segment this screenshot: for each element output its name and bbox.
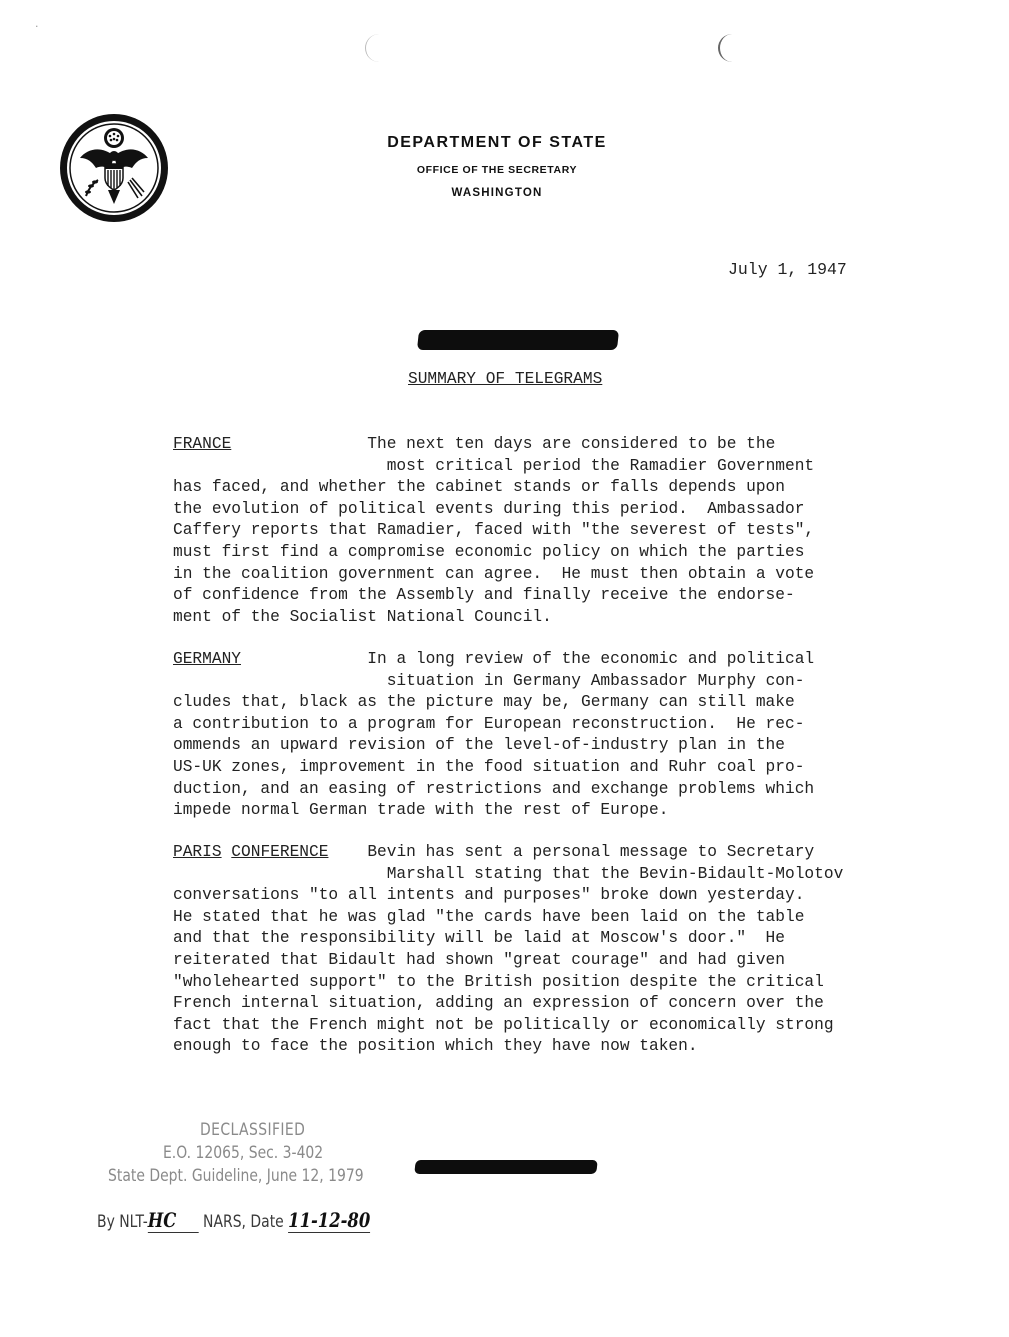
document-heading: SUMMARY OF TELEGRAMS (408, 370, 603, 388)
section-france (173, 434, 814, 628)
section-line: of confidence from the Assembly and finally receive the endorse- (173, 586, 795, 605)
section-line: French internal situation, adding an expression of concern over the (173, 994, 824, 1013)
section-line: in the coalition government can agree. He must then obtain a vote (173, 564, 815, 583)
margin-mark: · (35, 20, 39, 33)
by-prefix: By NLT- (97, 1212, 148, 1232)
city-name: WASHINGTON (451, 187, 543, 199)
section-line: "wholehearted support" to the British position despite the critical (173, 972, 824, 991)
declassified-stamp: DECLASSIFIED (200, 1120, 306, 1140)
handwritten-date: 11-12-80 (288, 1208, 371, 1232)
section-line: US-UK zones, improvement in the food situation and Ruhr coal pro- (173, 757, 805, 776)
section-line: ment of the Socialist National Council. (173, 607, 552, 626)
section-paris-conference (173, 842, 843, 1058)
section-line: has faced, and whether the cabinet stands or falls depends upon (173, 478, 785, 497)
section-line: enough to face the position which they have now taken. (173, 1037, 698, 1056)
classification-redaction-bar (417, 330, 619, 350)
section-label: GERMANY (173, 650, 241, 668)
binding-hole-mark (718, 34, 736, 62)
department-name: DEPARTMENT OF STATE (387, 134, 607, 151)
section-line: the evolution of political events during this period. Ambassador (173, 499, 805, 518)
nars-label: NARS, Date (203, 1212, 284, 1232)
section-line: conversations "to all intents and purposes" broke down yesterday. (173, 886, 805, 905)
section-first-line: The next ten days are considered to be the (367, 435, 776, 453)
authorization-line (97, 1208, 370, 1233)
section-line: a contribution to a program for European reconstruction. He rec- (173, 714, 805, 733)
section-line: cludes that, black as the picture may be, Germany can still make (173, 693, 795, 712)
section-line: ommends an upward revision of the level-of-industry plan in the (173, 736, 785, 755)
handwritten-initials: HC (147, 1208, 177, 1232)
section-line: Marshall stating that the Bevin-Bidault-Molotov (386, 864, 844, 883)
section-line: Caffery reports that Ramadier, faced with "the severest of tests", (173, 521, 815, 540)
section-line: reiterated that Bidault had shown "great courage" and had given (173, 950, 785, 969)
binding-hole-mark (365, 34, 382, 62)
section-line: impede normal German trade with the rest of Europe. (173, 801, 669, 820)
department-seal-icon (58, 112, 170, 224)
section-line: situation in Germany Ambassador Murphy con- (386, 671, 805, 690)
section-label: FRANCE (173, 435, 232, 453)
section-label-part: PARIS (173, 843, 222, 861)
section-first-line: Bevin has sent a personal message to Secretary (367, 843, 815, 861)
section-label-part: CONFERENCE (231, 843, 329, 861)
office-name: OFFICE OF THE SECRETARY (416, 164, 578, 176)
section-line: duction, and an easing of restrictions and exchange problems which (173, 779, 815, 798)
section-line: most critical period the Ramadier Government (386, 456, 815, 475)
classification-redaction-bar (414, 1160, 597, 1174)
section-line: fact that the French might not be politically or economically strong (173, 1015, 834, 1034)
section-line: and that the responsibility will be laid at Moscow's door." He (173, 929, 785, 948)
executive-order-line: E.O. 12065, Sec. 3-402 (163, 1143, 324, 1163)
section-germany (173, 649, 814, 822)
guideline-line: State Dept. Guideline, June 12, 1979 (108, 1166, 364, 1186)
section-line: must first find a compromise economic policy on which the parties (173, 542, 805, 561)
document-date: July 1, 1947 (728, 260, 847, 279)
section-first-line: In a long review of the economic and political (367, 650, 815, 668)
section-line: He stated that he was glad "the cards have been laid on the table (173, 907, 805, 926)
